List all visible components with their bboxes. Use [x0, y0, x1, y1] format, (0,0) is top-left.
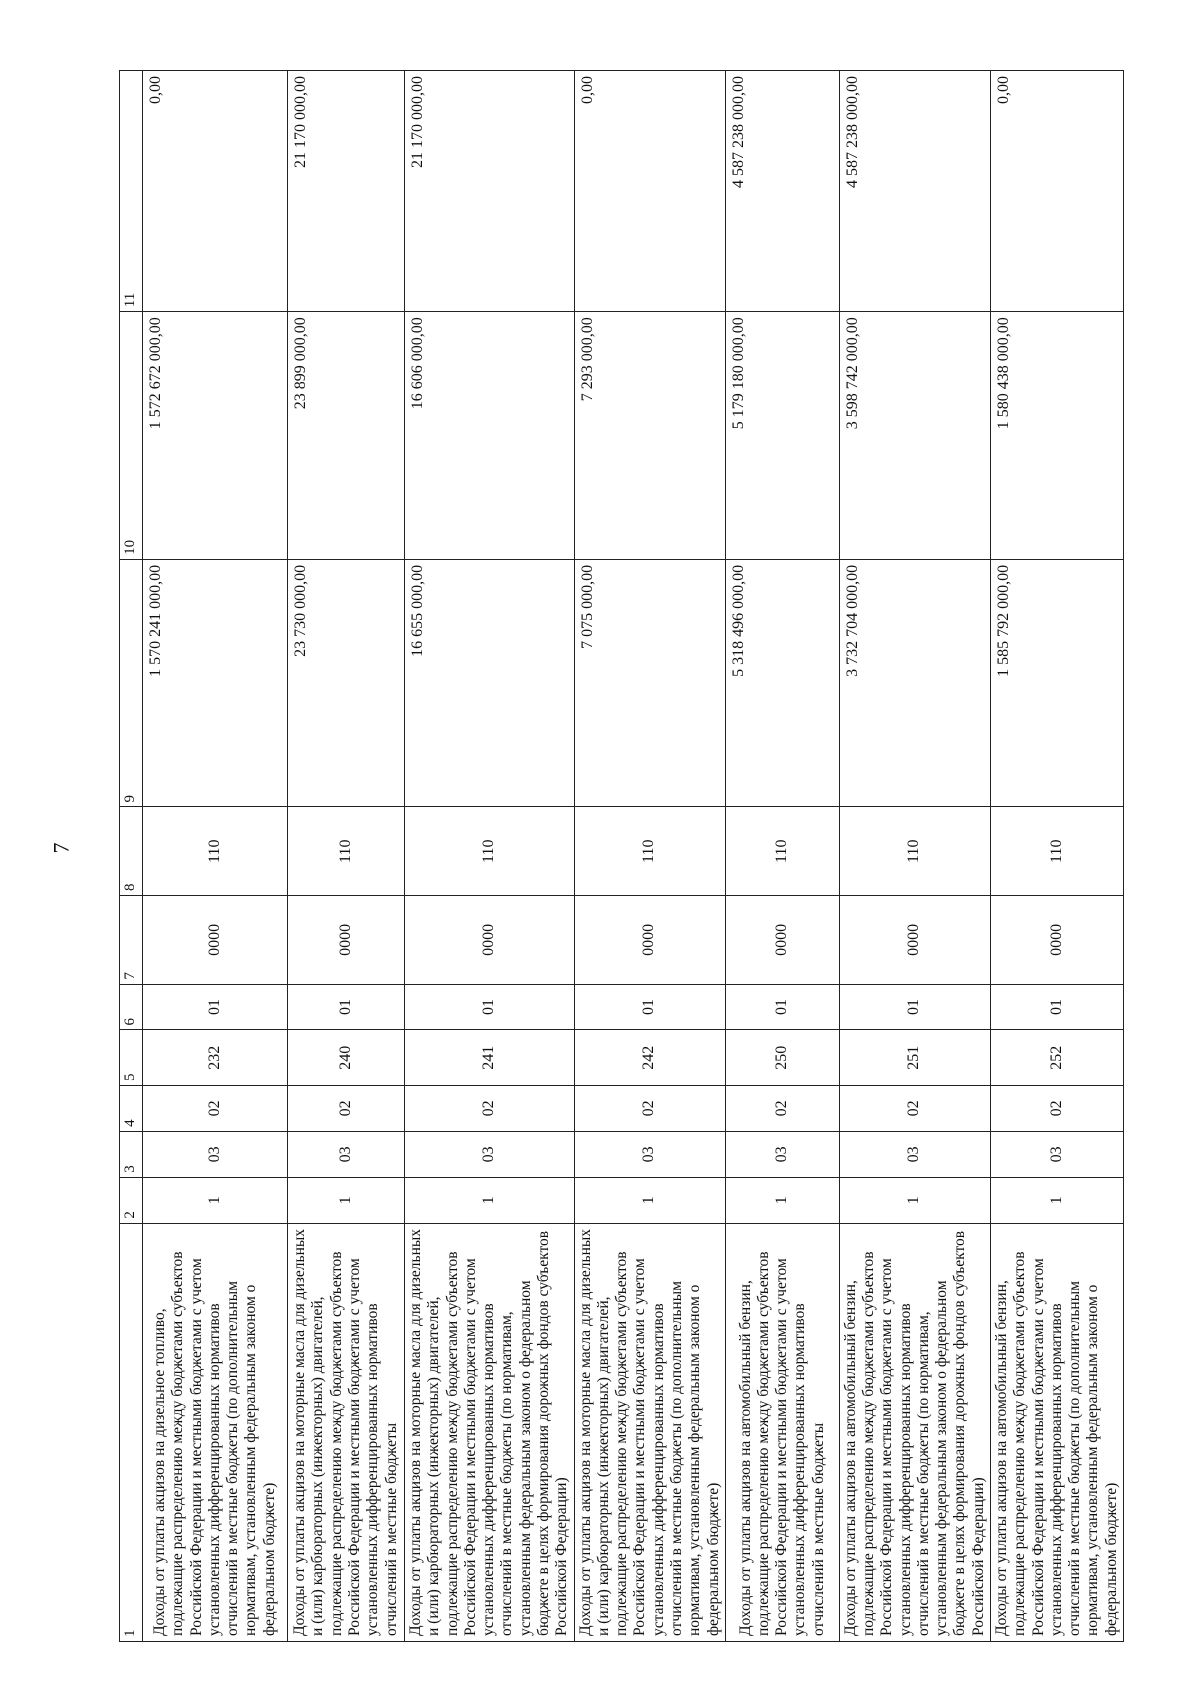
amount-cell: 16 606 000,00 — [405, 312, 575, 560]
table-row — [574, 71, 725, 1642]
amount-cell: 23 730 000,00 — [288, 559, 405, 807]
table-row — [991, 71, 1124, 1642]
code-cell: 03 — [143, 1131, 288, 1177]
code-cell: 1 — [405, 1177, 575, 1223]
code-cell: 01 — [405, 984, 575, 1030]
amount-cell: 23 899 000,00 — [288, 312, 405, 560]
code-cell: 01 — [991, 984, 1124, 1030]
amount-cell: 1 570 241 000,00 — [143, 559, 288, 807]
code-cell: 232 — [143, 1030, 288, 1085]
column-header: 10 — [120, 312, 143, 560]
code-cell: 1 — [143, 1177, 288, 1223]
code-cell: 1 — [725, 1177, 839, 1223]
row-description: Доходы от уплаты акцизов на автомобильный бензин, подлежащие распределению между бюджетами субъектов Российской Федерации и местными бюджетами с учетом установленных дифференцированных нормативов отчислений в местные бюджеты (по нормативам, установленным федеральным законом о федеральном бюджете в целях формирования дорожных фондов субъектов Российской Федерации) — [839, 1223, 990, 1641]
amount-cell: 1 585 792 000,00 — [991, 559, 1124, 807]
code-cell: 1 — [288, 1177, 405, 1223]
code-cell: 110 — [143, 807, 288, 896]
code-cell: 110 — [574, 807, 725, 896]
column-header: 2 — [120, 1177, 143, 1223]
code-cell: 0000 — [839, 896, 990, 985]
table-row — [288, 71, 405, 1642]
amount-cell: 5 318 496 000,00 — [725, 559, 839, 807]
code-cell: 01 — [143, 984, 288, 1030]
row-description: Доходы от уплаты акцизов на автомобильный бензин, подлежащие распределению между бюджетами субъектов Российской Федерации и местными бюджетами с учетом установленных дифференцированных нормативов отчислений в местные бюджеты — [725, 1223, 839, 1641]
amount-cell: 21 170 000,00 — [288, 71, 405, 312]
code-cell: 0000 — [405, 896, 575, 985]
rotated-table-wrapper — [119, 70, 1120, 1642]
header-row — [120, 71, 143, 1642]
code-cell: 110 — [725, 807, 839, 896]
code-cell: 02 — [991, 1085, 1124, 1131]
table-row — [839, 71, 990, 1642]
amount-cell: 1 572 672 000,00 — [143, 312, 288, 560]
code-cell: 03 — [574, 1131, 725, 1177]
code-cell: 1 — [574, 1177, 725, 1223]
code-cell: 02 — [288, 1085, 405, 1131]
row-description: Доходы от уплаты акцизов на автомобильный бензин, подлежащие распределению между бюджетами субъектов Российской Федерации и местными бюджетами с учетом установленных дифференцированных нормативов отчислений в местные бюджеты (по дополнительным нормативам, установленным федеральным законом о федеральном бюджете) — [991, 1223, 1124, 1641]
code-cell: 0000 — [725, 896, 839, 985]
amount-cell: 7 293 000,00 — [574, 312, 725, 560]
column-header: 6 — [120, 984, 143, 1030]
amount-cell: 3 732 704 000,00 — [839, 559, 990, 807]
row-description: Доходы от уплаты акцизов на моторные масла для дизельных и (или) карбюраторных (инжекторных) двигателей, подлежащие распределению между бюджетами субъектов Российской Федерации и местными бюджетами с учетом установленных дифференцированных нормативов отчислений в местные бюджеты (по нормативам, установленным федеральным законом о федеральном бюджете в целях формирования дорожных фондов субъектов Российской Федерации) — [405, 1223, 575, 1641]
amount-cell: 4 587 238 000,00 — [725, 71, 839, 312]
code-cell: 02 — [143, 1085, 288, 1131]
amount-cell: 21 170 000,00 — [405, 71, 575, 312]
code-cell: 251 — [839, 1030, 990, 1085]
code-cell: 1 — [991, 1177, 1124, 1223]
table-row — [143, 71, 288, 1642]
amount-cell: 0,00 — [574, 71, 725, 312]
code-cell: 241 — [405, 1030, 575, 1085]
code-cell: 252 — [991, 1030, 1124, 1085]
code-cell: 01 — [288, 984, 405, 1030]
code-cell: 02 — [405, 1085, 575, 1131]
amount-cell: 5 179 180 000,00 — [725, 312, 839, 560]
code-cell: 0000 — [143, 896, 288, 985]
code-cell: 240 — [288, 1030, 405, 1085]
table-row — [725, 71, 839, 1642]
column-header: 8 — [120, 807, 143, 896]
code-cell: 110 — [405, 807, 575, 896]
column-header: 1 — [120, 1223, 143, 1641]
code-cell: 03 — [839, 1131, 990, 1177]
code-cell: 03 — [725, 1131, 839, 1177]
code-cell: 0000 — [991, 896, 1124, 985]
code-cell: 0000 — [574, 896, 725, 985]
column-header: 5 — [120, 1030, 143, 1085]
code-cell: 03 — [405, 1131, 575, 1177]
amount-cell: 4 587 238 000,00 — [839, 71, 990, 312]
budget-revenue-table — [119, 70, 1124, 1642]
column-header: 3 — [120, 1131, 143, 1177]
code-cell: 110 — [991, 807, 1124, 896]
amount-cell: 3 598 742 000,00 — [839, 312, 990, 560]
code-cell: 1 — [839, 1177, 990, 1223]
code-cell: 02 — [574, 1085, 725, 1131]
column-header: 11 — [120, 71, 143, 312]
column-header: 4 — [120, 1085, 143, 1131]
amount-cell: 1 580 438 000,00 — [991, 312, 1124, 560]
code-cell: 110 — [288, 807, 405, 896]
column-header: 9 — [120, 559, 143, 807]
code-cell: 01 — [725, 984, 839, 1030]
code-cell: 242 — [574, 1030, 725, 1085]
table-row — [405, 71, 575, 1642]
code-cell: 01 — [574, 984, 725, 1030]
page-number: 7 — [48, 842, 74, 854]
row-description: Доходы от уплаты акцизов на моторные масла для дизельных и (или) карбюраторных (инжекторных) двигателей, подлежащие распределению между бюджетами субъектов Российской Федерации и местными бюджетами с учетом установленных дифференцированных нормативов отчислений в местные бюджеты — [288, 1223, 405, 1641]
code-cell: 01 — [839, 984, 990, 1030]
code-cell: 0000 — [288, 896, 405, 985]
table-body — [143, 71, 1124, 1642]
amount-cell: 0,00 — [991, 71, 1124, 312]
code-cell: 250 — [725, 1030, 839, 1085]
code-cell: 03 — [288, 1131, 405, 1177]
code-cell: 02 — [839, 1085, 990, 1131]
code-cell: 03 — [991, 1131, 1124, 1177]
amount-cell: 7 075 000,00 — [574, 559, 725, 807]
code-cell: 02 — [725, 1085, 839, 1131]
amount-cell: 0,00 — [143, 71, 288, 312]
row-description: Доходы от уплаты акцизов на моторные масла для дизельных и (или) карбюраторных (инжекторных) двигателей, подлежащие распределению между бюджетами субъектов Российской Федерации и местными бюджетами с учетом установленных дифференцированных нормативов отчислений в местные бюджеты (по дополнительным нормативам, установленным федеральным законом о федеральном бюджете) — [574, 1223, 725, 1641]
row-description: Доходы от уплаты акцизов на дизельное топливо, подлежащие распределению между бюджетами субъектов Российской Федерации и местными бюджетами с учетом установленных дифференцированных нормативов отчислений в местные бюджеты (по дополнительным нормативам, установленным федеральным законом о федеральном бюджете) — [143, 1223, 288, 1641]
amount-cell: 16 655 000,00 — [405, 559, 575, 807]
column-header: 7 — [120, 896, 143, 985]
code-cell: 110 — [839, 807, 990, 896]
